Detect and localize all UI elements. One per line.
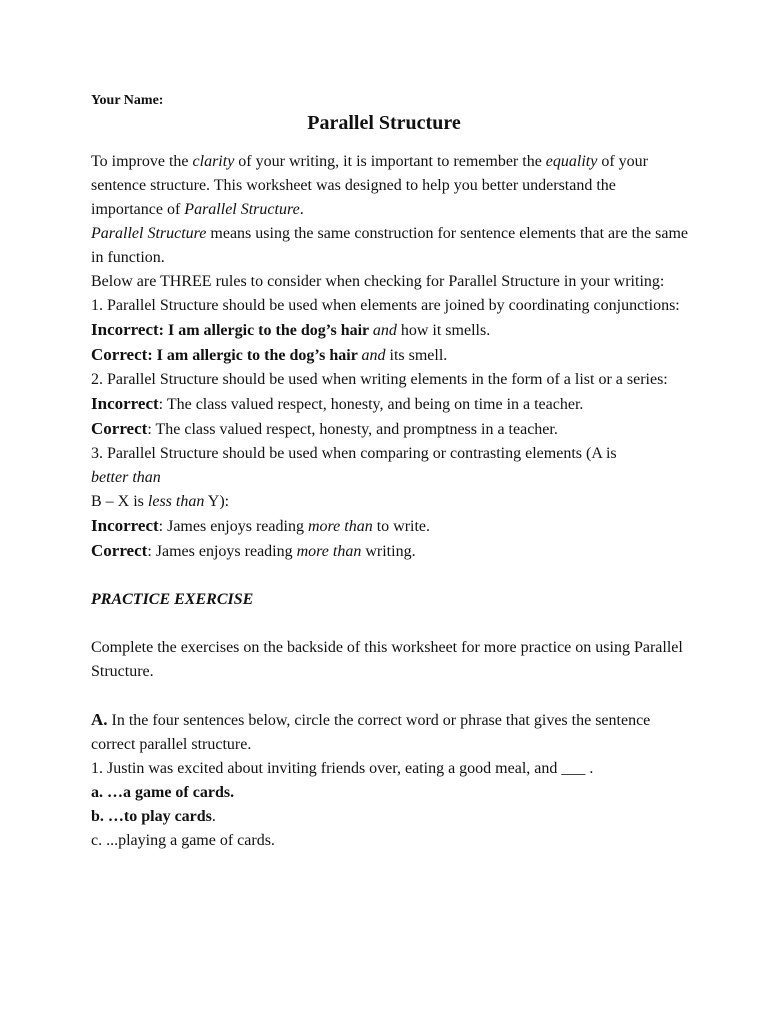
rule-2: 2. Parallel Structure should be used when writing elements in the form of a list or a series: xyxy=(91,371,668,388)
rule-1-incorrect: Incorrect: I am allergic to the dog’s hair and how it smells. xyxy=(91,320,491,339)
definition-paragraph: Parallel Structure means using the same construction for sentence elements that are the same in function. xyxy=(91,225,688,266)
rule-3-incorrect: Incorrect: James enjoys reading more than to write. xyxy=(91,516,431,535)
rule-1: 1. Parallel Structure should be used when elements are joined by coordinating conjunctions: xyxy=(91,297,680,314)
option-b: b. …to play cards. xyxy=(91,808,216,825)
option-a: a. …a game of cards. xyxy=(91,784,235,801)
rule-1-correct: Correct: I am allergic to the dog’s hair and its smell. xyxy=(91,345,448,364)
section-a-instructions: A. In the four sentences below, circle the correct word or phrase that gives the sentence correct parallel structure. xyxy=(91,710,651,753)
page-title: Parallel Structure xyxy=(307,112,461,134)
worksheet-body xyxy=(91,150,691,853)
rules-intro: Below are THREE rules to consider when checking for Parallel Structure in your writing: xyxy=(91,273,665,290)
intro-paragraph: To improve the clarity of your writing, it is important to remember the equality of your sentence structure. This worksheet was designed to help you better understand the importance of Parallel Structure. xyxy=(91,153,648,218)
practice-instructions: Complete the exercises on the backside of this worksheet for more practice on using Parallel Structure. xyxy=(91,639,683,680)
rule-2-correct: Correct: The class valued respect, honesty, and promptness in a teacher. xyxy=(91,419,558,438)
practice-heading: PRACTICE EXERCISE xyxy=(91,591,254,608)
rule-2-incorrect: Incorrect: The class valued respect, honesty, and being on time in a teacher. xyxy=(91,394,584,413)
rule-3: 3. Parallel Structure should be used when comparing or contrasting elements (A is better than xyxy=(91,445,617,486)
name-label: Your Name: xyxy=(91,93,164,108)
rule-3-correct: Correct: James enjoys reading more than writing. xyxy=(91,541,416,560)
question-1: 1. Justin was excited about inviting friends over, eating a good meal, and ___ . xyxy=(91,760,594,777)
option-c: c. ...playing a game of cards. xyxy=(91,832,275,849)
rule-3-continued: B – X is less than Y): xyxy=(91,493,230,510)
